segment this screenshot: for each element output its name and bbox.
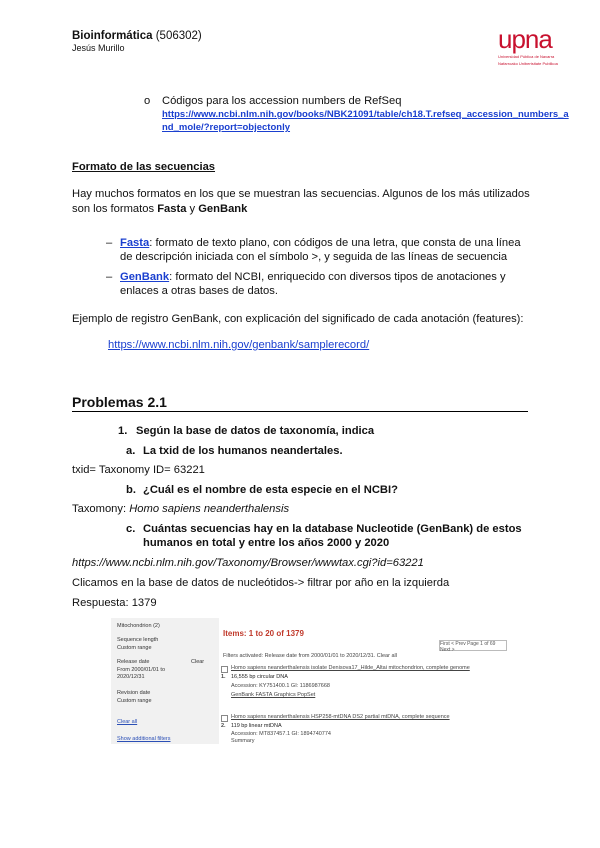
answer-b-label: Taxomony:	[72, 503, 130, 515]
qb-text: ¿Cuál es el nombre de esta especie en el NCBI?	[143, 484, 398, 496]
q1-number: 1.	[118, 425, 128, 437]
fasta-dash: –	[106, 237, 113, 249]
qc-url: https://www.ncbi.nlm.nih.gov/Taxonomy/Browser/wwwtax.cgi?id=63221	[72, 557, 424, 569]
result-1-checkbox	[221, 666, 228, 673]
genbank-sample-link[interactable]: https://www.ncbi.nlm.nih.gov/genbank/samplerecord/	[108, 339, 370, 351]
pager: First < Prev Page 1 of 69 Next >	[439, 640, 507, 651]
problemas-heading: Problemas 2.1	[72, 394, 167, 410]
logo-subtitle-1: Universidad Pública de Navarra	[498, 54, 555, 59]
screenshot-sidebar	[111, 618, 219, 744]
heading-rule	[72, 411, 528, 412]
side-release-date: Release date	[117, 659, 150, 665]
logo-word: upna	[498, 24, 552, 54]
formato-intro-line2	[72, 202, 247, 216]
side-additional-filters: Show additional filters	[117, 736, 171, 742]
items-count: Items: 1 to 20 of 1379	[223, 629, 304, 638]
qc-text-line2: humanos en total y entre los años 2000 y 2020	[143, 537, 390, 549]
section-heading-formato: Formato de las secuencias	[72, 161, 216, 173]
answer-b-value: Homo sapiens neanderthalensis	[129, 503, 290, 515]
intro-genbank: GenBank	[198, 203, 248, 215]
answer-b	[72, 502, 289, 516]
intro-fasta: Fasta	[157, 203, 187, 215]
result-1-links: GenBank FASTA Graphics PopSet	[231, 692, 316, 698]
qc-number: c.	[126, 523, 136, 535]
result-2-links: Summary	[231, 738, 255, 744]
result-2-accession: Accession: MT837457.1 GI: 1894740774	[231, 731, 331, 737]
result-1-accession: Accession: KY751400.1 GI: 1186987668	[231, 683, 330, 689]
fasta-item-line1	[120, 236, 521, 250]
answer-a: txid= Taxonomy ID= 63221	[72, 464, 205, 476]
side-seq-length: Sequence length	[117, 637, 159, 643]
side-custom-range-1: Custom range	[117, 645, 152, 651]
side-date-filter: From 2000/01/01 to 2020/12/31	[117, 667, 166, 680]
refseq-link-line1[interactable]: https://www.ncbi.nlm.nih.gov/books/NBK21091/table/ch18.T.refseq_accession_numbers_a	[162, 109, 569, 120]
q1-text: Según la base de datos de taxonomía, indica	[136, 425, 375, 437]
refseq-link-line2[interactable]: nd_mole/?report=objectonly	[162, 122, 291, 133]
genbank-example-text: Ejemplo de registro GenBank, con explicación del significado de cada anotación (features):	[72, 313, 524, 325]
genbank-desc-1: : formato del NCBI, enriquecido con diversos tipos de anotaciones y	[169, 271, 506, 283]
side-mitochondrion: Mitochondrion (2)	[117, 623, 160, 629]
result-1-title: Homo sapiens neanderthalensis isolate Denisova17_Hilde_Altai mitochondrion, complete genome	[231, 665, 470, 671]
qc-text-line1: Cuántas secuencias hay en la database Nucleotide (GenBank) de estos	[143, 523, 522, 535]
side-revision-date: Revision date	[117, 690, 151, 696]
document-author: Jesús Murillo	[72, 43, 125, 53]
course-name: Bioinformática	[72, 30, 153, 42]
qc-steps: Clicamos en la base de datos de nucleótidos-> filtrar por año en la izquierda	[72, 577, 450, 589]
ncbi-results-screenshot	[111, 618, 508, 744]
fasta-desc-1: : formato de texto plano, con códigos de una letra, que consta de una línea	[149, 237, 521, 249]
genbank-link[interactable]: GenBank	[120, 271, 170, 283]
logo-subtitle-2: Nafarroako Unibertsitate Publikoa	[498, 61, 558, 66]
refseq-text: Códigos para los accession numbers de RefSeq	[162, 95, 402, 107]
genbank-item-line1	[120, 270, 506, 284]
result-1-desc: 16,555 bp circular DNA	[231, 674, 288, 680]
refseq-bullet: o	[144, 95, 151, 107]
qa-text: La txid de los humanos neandertales.	[143, 445, 343, 457]
fasta-desc-2: de descripción iniciada con el símbolo >, y seguida de las líneas de secuencia	[120, 251, 508, 263]
genbank-dash: –	[106, 271, 113, 283]
fasta-link[interactable]: Fasta	[120, 237, 150, 249]
course-code: (506302)	[155, 30, 202, 42]
side-clear: Clear	[191, 659, 205, 665]
intro-y: y	[186, 203, 199, 215]
intro-text: son los formatos	[72, 203, 158, 215]
side-clear-all: Clear all	[117, 719, 138, 725]
document-header-title	[72, 30, 202, 42]
side-custom-range-2: Custom range	[117, 698, 152, 704]
qa-number: a.	[126, 445, 136, 457]
upna-logo	[498, 26, 568, 66]
qc-answer: Respuesta: 1379	[72, 597, 157, 609]
result-2-number: 2.	[221, 723, 226, 729]
result-2-title: Homo sapiens neanderthalensis HSP258-mtDNA DS2 partial mtDNA, complete sequence	[231, 714, 450, 720]
result-1-number: 1.	[221, 674, 226, 680]
result-2-desc: 119 bp linear mtDNA	[231, 723, 282, 729]
result-2-checkbox	[221, 715, 228, 722]
filters-activated: Filters activated: Release date from 2000/01/01 to 2020/12/31. Clear all	[223, 653, 397, 659]
formato-intro-line1: Hay muchos formatos en los que se muestran las secuencias. Algunos de los más utilizados	[72, 188, 530, 200]
qb-number: b.	[126, 484, 136, 496]
genbank-desc-2: enlaces a otras bases de datos.	[120, 285, 278, 297]
